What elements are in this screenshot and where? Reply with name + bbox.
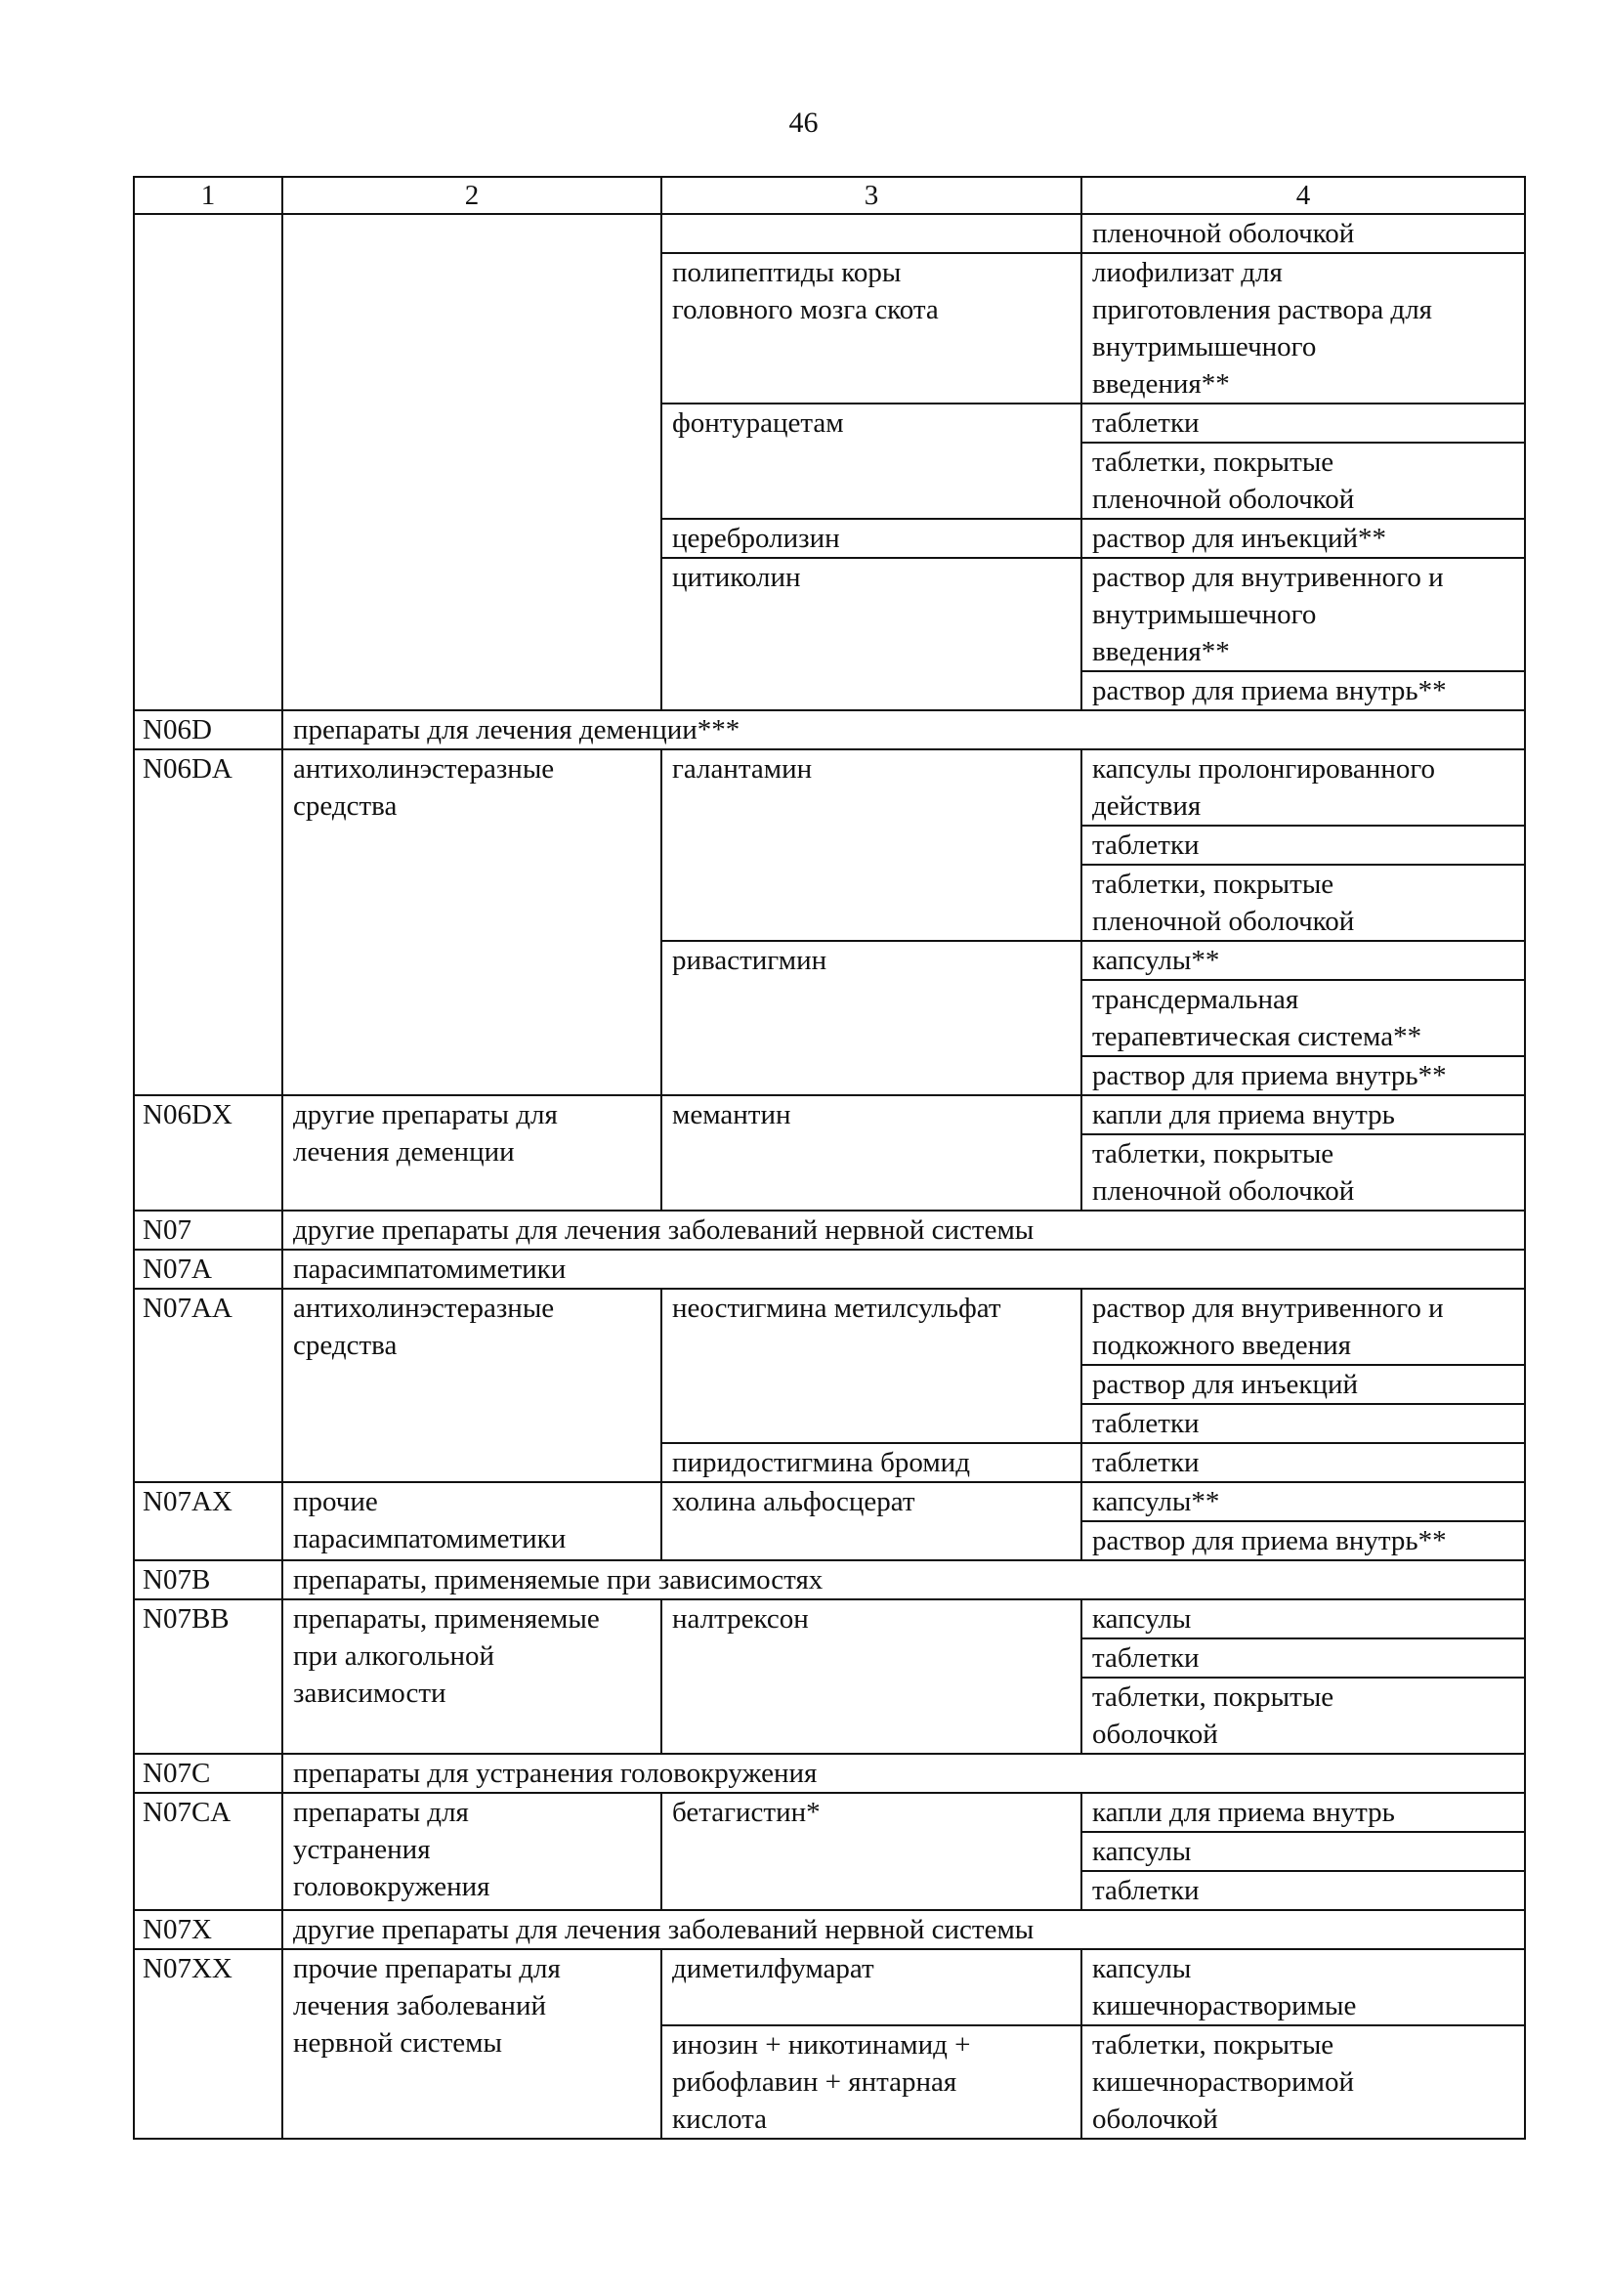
group-name-cell: антихолинэстеразные средства xyxy=(282,1289,661,1482)
substance-cell: цитиколин xyxy=(661,558,1081,710)
group-name-cell: другие препараты для лечения заболеваний нервной системы xyxy=(282,1211,1525,1250)
table-row xyxy=(134,1599,1525,1638)
group-name-cell xyxy=(282,214,661,710)
group-name-cell: препараты для лечения деменции*** xyxy=(282,710,1525,749)
group-name-cell: другие препараты для лечения заболеваний нервной системы xyxy=(282,1910,1525,1949)
table-row xyxy=(134,1560,1525,1599)
dosage-form-cell: таблетки, покрытые пленочной оболочкой xyxy=(1081,443,1525,519)
dosage-form-cell: таблетки, покрытые пленочной оболочкой xyxy=(1081,865,1525,941)
atc-code-cell: N06DA xyxy=(134,749,282,1095)
table-row xyxy=(134,1095,1525,1134)
dosage-form-cell: таблетки xyxy=(1081,826,1525,865)
dosage-form-cell: таблетки xyxy=(1081,1443,1525,1482)
substance-cell: пиридостигмина бромид xyxy=(661,1443,1081,1482)
substance-cell: мемантин xyxy=(661,1095,1081,1211)
substance-cell: бетагистин* xyxy=(661,1793,1081,1910)
page-number: 46 xyxy=(788,106,819,139)
substance-cell: церебролизин xyxy=(661,519,1081,558)
atc-code-cell: N06DX xyxy=(134,1095,282,1211)
group-name-cell: антихолинэстеразные средства xyxy=(282,749,661,1095)
dosage-form-cell: раствор для инъекций** xyxy=(1081,519,1525,558)
dosage-form-cell: трансдермальная терапевтическая система** xyxy=(1081,980,1525,1056)
dosage-form-cell: раствор для внутривенного и подкожного введения xyxy=(1081,1289,1525,1365)
column-header: 4 xyxy=(1081,177,1525,214)
dosage-form-cell: раствор для приема внутрь** xyxy=(1081,1056,1525,1095)
dosage-form-cell: пленочной оболочкой xyxy=(1081,214,1525,253)
dosage-form-cell: раствор для приема внутрь** xyxy=(1081,1521,1525,1560)
atc-code-cell: N07 xyxy=(134,1211,282,1250)
group-name-cell: препараты, применяемые при алкогольной зависимости xyxy=(282,1599,661,1754)
group-name-cell: прочие парасимпатомиметики xyxy=(282,1482,661,1560)
dosage-form-cell: таблетки xyxy=(1081,1404,1525,1443)
dosage-form-cell: капсулы пролонгированного действия xyxy=(1081,749,1525,826)
atc-code-cell: N07AX xyxy=(134,1482,282,1560)
dosage-form-cell: капли для приема внутрь xyxy=(1081,1095,1525,1134)
substance-cell: неостигмина метилсульфат xyxy=(661,1289,1081,1443)
dosage-form-cell: таблетки xyxy=(1081,404,1525,443)
table-row xyxy=(134,1793,1525,1832)
substance-cell: фонтурацетам xyxy=(661,404,1081,519)
dosage-form-cell: капсулы** xyxy=(1081,941,1525,980)
dosage-form-cell: таблетки xyxy=(1081,1638,1525,1678)
group-name-cell: другие препараты для лечения деменции xyxy=(282,1095,661,1211)
dosage-form-cell: раствор для инъекций xyxy=(1081,1365,1525,1404)
group-name-cell: препараты для устранения головокружения xyxy=(282,1754,1525,1793)
dosage-form-cell: лиофилизат для приготовления раствора для внутримышечного введения** xyxy=(1081,253,1525,404)
substance-cell xyxy=(661,214,1081,253)
dosage-form-cell: раствор для приема внутрь** xyxy=(1081,671,1525,710)
dosage-form-cell: раствор для внутривенного и внутримышечного введения** xyxy=(1081,558,1525,671)
atc-code-cell: N07AA xyxy=(134,1289,282,1482)
atc-code-cell xyxy=(134,214,282,710)
table-row xyxy=(134,1754,1525,1793)
atc-code-cell: N07B xyxy=(134,1560,282,1599)
table-row xyxy=(134,1211,1525,1250)
table-row xyxy=(134,1289,1525,1365)
group-name-cell: препараты, применяемые при зависимостях xyxy=(282,1560,1525,1599)
atc-code-cell: N06D xyxy=(134,710,282,749)
substance-cell: налтрексон xyxy=(661,1599,1081,1754)
atc-code-cell: N07BB xyxy=(134,1599,282,1754)
table-row xyxy=(134,749,1525,826)
atc-code-cell: N07CA xyxy=(134,1793,282,1910)
substance-cell: диметилфумарат xyxy=(661,1949,1081,2025)
dosage-form-cell: капсулы** xyxy=(1081,1482,1525,1521)
atc-code-cell: N07XX xyxy=(134,1949,282,2139)
dosage-form-cell: таблетки, покрытые кишечнорастворимой оболочкой xyxy=(1081,2025,1525,2139)
group-name-cell: препараты для устранения головокружения xyxy=(282,1793,661,1910)
group-name-cell: парасимпатомиметики xyxy=(282,1250,1525,1289)
atc-code-cell: N07X xyxy=(134,1910,282,1949)
dosage-form-cell: капли для приема внутрь xyxy=(1081,1793,1525,1832)
substance-cell: холина альфосцерат xyxy=(661,1482,1081,1560)
table-header-row xyxy=(134,177,1525,214)
group-name-cell: прочие препараты для лечения заболеваний нервной системы xyxy=(282,1949,661,2139)
drug-table xyxy=(133,176,1526,2140)
atc-code-cell: N07C xyxy=(134,1754,282,1793)
table-row xyxy=(134,1250,1525,1289)
table-row xyxy=(134,214,1525,253)
substance-cell: ривастигмин xyxy=(661,941,1081,1095)
table-row xyxy=(134,1482,1525,1521)
dosage-form-cell: капсулы xyxy=(1081,1832,1525,1871)
table-row xyxy=(134,710,1525,749)
atc-code-cell: N07A xyxy=(134,1250,282,1289)
table-row xyxy=(134,1949,1525,2025)
substance-cell: инозин + никотинамид + рибофлавин + янтарная кислота xyxy=(661,2025,1081,2139)
column-header: 2 xyxy=(282,177,661,214)
dosage-form-cell: таблетки, покрытые пленочной оболочкой xyxy=(1081,1134,1525,1211)
dosage-form-cell: капсулы xyxy=(1081,1599,1525,1638)
dosage-form-cell: таблетки, покрытые оболочкой xyxy=(1081,1678,1525,1754)
substance-cell: полипептиды коры головного мозга скота xyxy=(661,253,1081,404)
substance-cell: галантамин xyxy=(661,749,1081,941)
column-header: 1 xyxy=(134,177,282,214)
column-header: 3 xyxy=(661,177,1081,214)
dosage-form-cell: капсулы кишечнорастворимые xyxy=(1081,1949,1525,2025)
dosage-form-cell: таблетки xyxy=(1081,1871,1525,1910)
table-row xyxy=(134,1910,1525,1949)
